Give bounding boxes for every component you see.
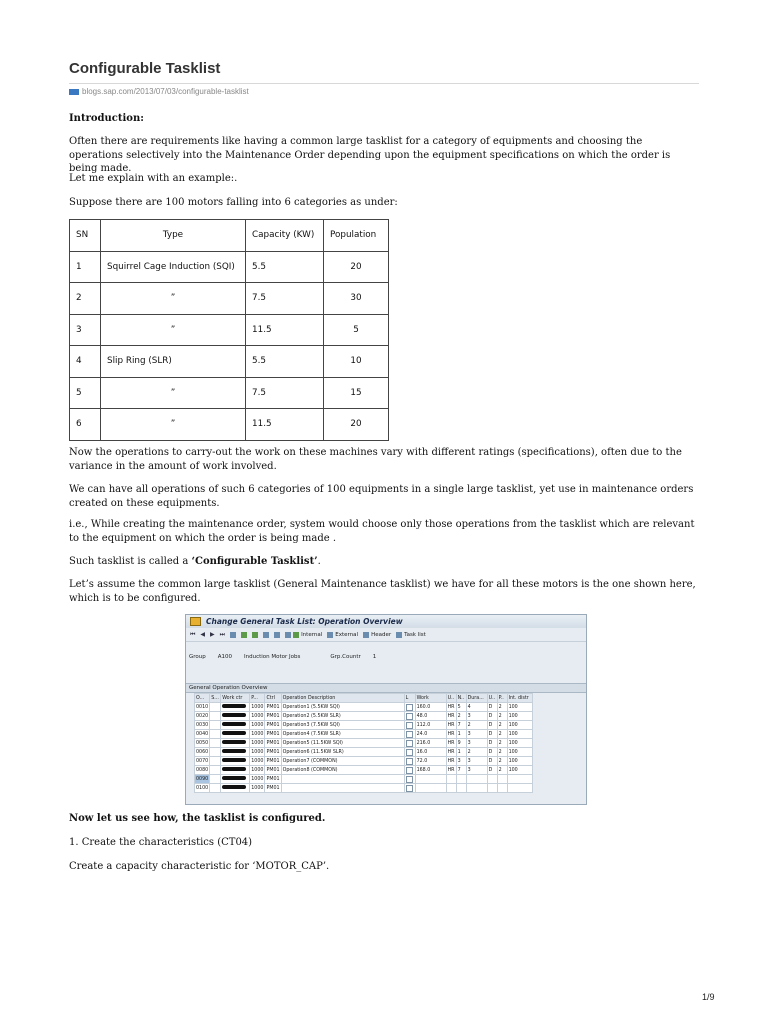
number[interactable]: 7 xyxy=(456,766,466,775)
task-list-label: Task list xyxy=(404,631,426,638)
column-header[interactable]: U.. xyxy=(447,695,455,701)
duration[interactable]: 3 xyxy=(466,712,487,721)
column-header[interactable]: P... xyxy=(250,694,265,703)
section-heading: Now let us see how, the tasklist is configured. xyxy=(69,813,326,824)
duration-unit[interactable]: D xyxy=(487,757,497,766)
work[interactable]: 216.0 xyxy=(415,739,446,748)
duration[interactable]: 3 xyxy=(466,766,487,775)
operation-description[interactable]: Operation8 (COMMON) xyxy=(281,766,404,775)
operation-description[interactable]: Operation7 (COMMON) xyxy=(281,757,404,766)
checkbox-icon xyxy=(406,731,413,738)
p-cell[interactable]: 2 xyxy=(497,757,507,766)
work-unit[interactable]: HR xyxy=(447,713,455,719)
sap-header-fields xyxy=(186,642,586,672)
group-label: Group xyxy=(189,654,206,660)
duration-unit[interactable]: D xyxy=(487,721,497,730)
number[interactable]: 7 xyxy=(456,721,466,730)
duration-unit[interactable]: D xyxy=(487,712,497,721)
long-text-checkbox[interactable] xyxy=(404,712,415,721)
plant[interactable]: 1000 xyxy=(251,767,264,773)
paragraph-6: i.e., While creating the maintenance order, system would choose only those operations from the tasklist which are relevant to the equipment on which the order is being made . xyxy=(69,519,695,544)
redacted-mark xyxy=(222,713,246,717)
operation-description[interactable]: Operation2 (5.5KW SLR) xyxy=(281,712,404,721)
number[interactable] xyxy=(456,784,466,793)
table-cell: 7.5 xyxy=(246,283,324,315)
work[interactable]: 160.0 xyxy=(415,703,446,712)
checkbox-icon xyxy=(406,776,413,783)
table-row xyxy=(70,283,389,315)
operation-description[interactable]: Operation6 (11.5KW SLR) xyxy=(281,748,404,757)
table-cell: 5.5 xyxy=(246,346,324,378)
table-cell: ” xyxy=(101,409,246,441)
long-text-checkbox[interactable] xyxy=(404,721,415,730)
table-cell: 5 xyxy=(324,314,389,346)
redacted-mark xyxy=(222,767,246,771)
plant[interactable]: 1000 xyxy=(251,713,264,719)
long-text-checkbox[interactable] xyxy=(404,775,415,784)
op-number[interactable]: 0010 xyxy=(196,704,209,710)
operation-overview-panel-title: General Operation Overview xyxy=(186,683,586,693)
control-key[interactable]: PM01 xyxy=(266,767,280,773)
redacted-mark xyxy=(222,776,246,780)
column-header[interactable]: Work xyxy=(415,694,446,703)
duration-unit[interactable]: D xyxy=(487,739,497,748)
int-distr[interactable] xyxy=(507,775,532,784)
number[interactable]: 5 xyxy=(456,703,466,712)
page-number: 1/9 xyxy=(702,992,715,1002)
sub-op-cell xyxy=(210,748,221,757)
plant[interactable]: 1000 xyxy=(251,749,264,755)
edit-icon xyxy=(285,632,291,638)
table-cell: 3 xyxy=(70,314,101,346)
checkbox-icon xyxy=(406,740,413,747)
p-cell[interactable]: 2 xyxy=(497,739,507,748)
sap-window-titlebar xyxy=(186,615,586,628)
column-header[interactable]: Ctrl xyxy=(265,694,281,703)
header-label: Header xyxy=(371,631,392,638)
table-cell: 5.5 xyxy=(246,251,324,283)
column-header[interactable]: Dura... xyxy=(466,694,487,703)
table-cell: 6 xyxy=(70,409,101,441)
redacted-mark xyxy=(222,758,246,762)
last-page-icon[interactable]: ⏭ xyxy=(219,630,226,638)
paragraph-5: We can have all operations of such 6 categories of 100 equipments in a single large tasklist, yet use in maintenance orders created on these equipments. xyxy=(69,484,694,509)
internal-icon xyxy=(293,632,299,638)
duration-unit[interactable]: D xyxy=(487,703,497,712)
work[interactable]: 16.0 xyxy=(415,748,446,757)
op-number[interactable]: 0100 xyxy=(196,785,209,791)
duration-unit[interactable] xyxy=(487,775,497,784)
work-unit[interactable]: HR xyxy=(447,704,455,710)
table-row xyxy=(70,409,389,441)
toolbar-icon[interactable] xyxy=(230,632,236,638)
operation-row[interactable] xyxy=(195,739,533,748)
redacted-mark xyxy=(222,785,246,789)
table-row xyxy=(70,377,389,409)
header-cell: Type xyxy=(101,220,246,252)
int-distr[interactable]: 100 xyxy=(507,721,532,730)
external-label: External xyxy=(335,631,359,638)
work-unit[interactable]: HR xyxy=(447,767,455,773)
int-distr[interactable]: 100 xyxy=(507,712,532,721)
header-button[interactable] xyxy=(363,632,391,638)
paragraph-7-suffix: . xyxy=(317,556,321,567)
toolbar-icon[interactable] xyxy=(241,632,247,638)
toolbar-icon[interactable] xyxy=(263,632,269,638)
column-header[interactable]: Work ctr xyxy=(221,694,250,703)
paragraph-7-prefix: Such tasklist is called a xyxy=(69,556,192,567)
step-1-description: Create a capacity characteristic for ‘MOTOR_CAP’. xyxy=(69,861,330,872)
operation-row[interactable] xyxy=(195,748,533,757)
table-cell: Slip Ring (SLR) xyxy=(101,346,246,378)
sub-op-cell xyxy=(210,775,221,784)
table-cell: ” xyxy=(101,314,246,346)
column-header[interactable]: Operation Description xyxy=(281,694,404,703)
operation-row[interactable] xyxy=(195,730,533,739)
sap-screenshot xyxy=(185,614,587,805)
redacted-mark xyxy=(222,731,246,735)
work-center-cell xyxy=(221,775,250,784)
operation-description[interactable]: Operation4 (7.5KW SLR) xyxy=(281,730,404,739)
duration[interactable]: 3 xyxy=(466,730,487,739)
work-center-cell xyxy=(221,739,250,748)
duration[interactable]: 3 xyxy=(466,757,487,766)
p-cell[interactable]: 2 xyxy=(497,730,507,739)
p-cell[interactable]: 2 xyxy=(497,703,507,712)
header-cell: Population xyxy=(324,220,389,252)
table-cell: 11.5 xyxy=(246,314,324,346)
duration-unit[interactable]: D xyxy=(487,766,497,775)
paragraph-4: Now the operations to carry-out the work on these machines vary with different ratings (specifications), often due to the variance in the amount of work involved. xyxy=(69,447,682,472)
operation-description[interactable]: Operation5 (11.5KW SQI) xyxy=(281,739,404,748)
work-unit[interactable]: HR xyxy=(447,758,455,764)
work-unit[interactable]: HR xyxy=(447,749,455,755)
work-center-cell xyxy=(221,784,250,793)
operations-header-row xyxy=(195,694,533,703)
duration-unit[interactable]: D xyxy=(487,730,497,739)
work[interactable]: 24.0 xyxy=(415,730,446,739)
group-counter-value[interactable]: 1 xyxy=(372,654,377,660)
long-text-checkbox[interactable] xyxy=(404,730,415,739)
control-key[interactable]: PM01 xyxy=(266,704,280,710)
op-number[interactable]: 0030 xyxy=(196,722,209,728)
operation-row[interactable] xyxy=(195,703,533,712)
paragraph-1: Often there are requirements like having a common large tasklist for a category of equipments and choosing the operations selectively into the Maintenance Order depending upon the equipment specifications on which the order is being made. xyxy=(69,136,671,174)
p-cell[interactable]: 2 xyxy=(497,712,507,721)
duration[interactable]: 2 xyxy=(466,721,487,730)
work[interactable] xyxy=(415,784,446,793)
plant[interactable]: 1000 xyxy=(251,740,264,746)
int-distr[interactable]: 100 xyxy=(507,730,532,739)
group-description: Induction Motor Jobs xyxy=(244,654,301,660)
op-number[interactable]: 0070 xyxy=(196,758,209,764)
int-distr[interactable]: 100 xyxy=(507,748,532,757)
work-unit[interactable] xyxy=(446,784,456,793)
column-header[interactable]: U.. xyxy=(488,695,496,701)
table-cell: 15 xyxy=(324,377,389,409)
source-url[interactable]: blogs.sap.com/2013/07/03/configurable-tasklist xyxy=(82,87,249,96)
sap-toolbar xyxy=(186,628,586,642)
group-value[interactable]: A100 xyxy=(217,654,233,660)
number[interactable]: 1 xyxy=(456,730,466,739)
table-cell: ” xyxy=(101,377,246,409)
int-distr[interactable]: 100 xyxy=(507,703,532,712)
work-center-cell xyxy=(221,721,250,730)
table-cell: 2 xyxy=(70,283,101,315)
internal-button[interactable] xyxy=(285,632,322,638)
int-distr[interactable] xyxy=(507,784,532,793)
sap-logo-icon xyxy=(69,89,79,95)
control-key[interactable]: PM01 xyxy=(266,713,280,719)
table-cell: 1 xyxy=(70,251,101,283)
group-counter-label: Grp.Countr xyxy=(330,654,361,660)
p-cell[interactable]: 2 xyxy=(497,721,507,730)
column-header[interactable]: O... xyxy=(195,694,210,703)
p-cell[interactable] xyxy=(497,775,507,784)
control-key[interactable]: PM01 xyxy=(266,785,280,791)
operation-row[interactable] xyxy=(195,766,533,775)
number[interactable]: 9 xyxy=(456,739,466,748)
sub-op-cell xyxy=(210,703,221,712)
work-unit[interactable]: HR xyxy=(447,722,455,728)
redacted-mark xyxy=(222,740,246,744)
configurable-tasklist-term: ‘Configurable Tasklist’ xyxy=(191,556,318,567)
plant[interactable]: 1000 xyxy=(251,731,264,737)
work-center-cell xyxy=(221,748,250,757)
checkbox-icon xyxy=(406,767,413,774)
checkbox-icon xyxy=(406,704,413,711)
toolbar-icon[interactable] xyxy=(274,632,280,638)
sub-op-cell xyxy=(210,712,221,721)
work[interactable] xyxy=(415,775,446,784)
work[interactable]: 48.0 xyxy=(415,712,446,721)
number[interactable]: 3 xyxy=(456,757,466,766)
sub-op-cell xyxy=(210,766,221,775)
header-cell: Capacity (KW) xyxy=(246,220,324,252)
checkbox-icon xyxy=(406,722,413,729)
table-cell: Squirrel Cage Induction (SQI) xyxy=(101,251,246,283)
first-page-icon[interactable]: ⏮ xyxy=(190,630,196,638)
work[interactable]: 168.0 xyxy=(415,766,446,775)
duration[interactable] xyxy=(466,784,487,793)
table-cell: 5 xyxy=(70,377,101,409)
duration[interactable] xyxy=(466,775,487,784)
operation-description[interactable]: Operation1 (5.5KW SQI) xyxy=(281,703,404,712)
operation-description[interactable] xyxy=(281,775,404,784)
table-cell: 30 xyxy=(324,283,389,315)
op-number[interactable]: 0060 xyxy=(196,749,209,755)
work[interactable]: 72.0 xyxy=(415,757,446,766)
duration[interactable]: 4 xyxy=(466,703,487,712)
redacted-mark xyxy=(222,722,246,726)
table-cell: 20 xyxy=(324,409,389,441)
checkbox-icon xyxy=(406,758,413,765)
internal-label: Internal xyxy=(301,631,323,638)
duration[interactable]: 3 xyxy=(466,739,487,748)
work[interactable]: 112.0 xyxy=(415,721,446,730)
column-header[interactable]: Int. distr xyxy=(507,694,532,703)
external-button[interactable] xyxy=(327,632,358,638)
number[interactable]: 2 xyxy=(456,712,466,721)
column-header[interactable]: P.. xyxy=(497,694,507,703)
operation-row[interactable] xyxy=(195,757,533,766)
column-header[interactable]: S... xyxy=(211,695,219,701)
checkbox-icon xyxy=(406,749,413,756)
external-icon xyxy=(327,632,333,638)
op-number[interactable]: 0050 xyxy=(196,740,209,746)
source-link[interactable] xyxy=(69,87,249,96)
work-center-cell xyxy=(221,703,250,712)
redacted-mark xyxy=(222,749,246,753)
int-distr[interactable]: 100 xyxy=(507,757,532,766)
operation-row[interactable] xyxy=(195,784,533,793)
work-unit[interactable] xyxy=(446,775,456,784)
table-row xyxy=(70,251,389,283)
long-text-checkbox[interactable] xyxy=(404,748,415,757)
task-list-button[interactable] xyxy=(396,632,426,638)
table-cell: 11.5 xyxy=(246,409,324,441)
p-cell[interactable]: 2 xyxy=(497,766,507,775)
sub-op-cell xyxy=(210,757,221,766)
sap-menu-icon[interactable] xyxy=(190,617,201,626)
table-cell: ” xyxy=(101,283,246,315)
work-unit[interactable]: HR xyxy=(447,740,455,746)
column-header[interactable]: L xyxy=(404,694,415,703)
previous-page-icon[interactable]: ◀ xyxy=(200,631,206,638)
table-cell: 4 xyxy=(70,346,101,378)
long-text-checkbox[interactable] xyxy=(404,739,415,748)
sub-op-cell xyxy=(210,721,221,730)
operation-description[interactable]: Operation3 (7.5KW SQI) xyxy=(281,721,404,730)
work-unit[interactable]: HR xyxy=(447,731,455,737)
op-number[interactable]: 0090 xyxy=(196,776,209,782)
work-center-cell xyxy=(221,730,250,739)
operation-row[interactable] xyxy=(195,775,533,784)
int-distr[interactable]: 100 xyxy=(507,739,532,748)
plant[interactable]: 1000 xyxy=(251,785,264,791)
number[interactable]: 1 xyxy=(456,748,466,757)
long-text-checkbox[interactable] xyxy=(404,784,415,793)
control-key[interactable]: PM01 xyxy=(266,740,280,746)
long-text-checkbox[interactable] xyxy=(404,757,415,766)
duration-unit[interactable] xyxy=(487,784,497,793)
number[interactable] xyxy=(456,775,466,784)
duration-unit[interactable]: D xyxy=(487,748,497,757)
paragraph-7 xyxy=(69,555,699,569)
long-text-checkbox[interactable] xyxy=(404,766,415,775)
table-cell: 7.5 xyxy=(246,377,324,409)
operation-row[interactable] xyxy=(195,721,533,730)
operation-row[interactable] xyxy=(195,712,533,721)
title-divider xyxy=(69,83,699,84)
paragraph-2: Let me explain with an example:. xyxy=(69,173,238,184)
table-row xyxy=(70,346,389,378)
duration[interactable]: 2 xyxy=(466,748,487,757)
sap-window-title: Change General Task List: Operation Overview xyxy=(206,617,403,626)
step-1: 1. Create the characteristics (CT04) xyxy=(69,837,253,848)
paragraph-3: Suppose there are 100 motors falling into 6 categories as under: xyxy=(69,197,398,208)
plant[interactable]: 1000 xyxy=(251,722,264,728)
sub-op-cell xyxy=(210,730,221,739)
sub-op-cell xyxy=(210,739,221,748)
operations-table xyxy=(194,693,533,793)
table-header-row xyxy=(70,220,389,252)
checkbox-icon xyxy=(406,713,413,720)
checkbox-icon xyxy=(406,785,413,792)
plant[interactable]: 1000 xyxy=(251,776,264,782)
p-cell[interactable]: 2 xyxy=(497,748,507,757)
redacted-mark xyxy=(222,704,246,708)
next-page-icon[interactable]: ▶ xyxy=(210,631,215,638)
op-number[interactable]: 0080 xyxy=(196,767,209,773)
op-number[interactable]: 0040 xyxy=(196,731,209,737)
int-distr[interactable]: 100 xyxy=(507,766,532,775)
work-center-cell xyxy=(221,766,250,775)
page-title: Configurable Tasklist xyxy=(69,60,221,77)
plant[interactable]: 1000 xyxy=(251,704,264,710)
long-text-checkbox[interactable] xyxy=(404,703,415,712)
plant[interactable]: 1000 xyxy=(251,758,264,764)
sub-op-cell xyxy=(210,784,221,793)
motor-categories-table xyxy=(69,219,389,441)
control-key[interactable]: PM01 xyxy=(266,731,280,737)
task-list-icon xyxy=(396,632,402,638)
control-key[interactable]: PM01 xyxy=(266,749,280,755)
op-number[interactable]: 0020 xyxy=(196,713,209,719)
operation-description[interactable] xyxy=(281,784,404,793)
paragraph-8: Let’s assume the common large tasklist (General Maintenance tasklist) we have for all these motors is the one shown here, which is to be configured. xyxy=(69,579,696,604)
work-center-cell xyxy=(221,712,250,721)
p-cell[interactable] xyxy=(497,784,507,793)
intro-heading: Introduction: xyxy=(69,113,144,124)
column-header[interactable]: N.. xyxy=(457,695,465,701)
table-row xyxy=(70,314,389,346)
control-key[interactable]: PM01 xyxy=(266,758,280,764)
table-cell: 10 xyxy=(324,346,389,378)
control-key[interactable]: PM01 xyxy=(266,722,280,728)
control-key[interactable]: PM01 xyxy=(266,776,280,782)
toolbar-icon[interactable] xyxy=(252,632,258,638)
header-icon xyxy=(363,632,369,638)
table-cell: 20 xyxy=(324,251,389,283)
work-center-cell xyxy=(221,757,250,766)
header-cell: SN xyxy=(70,220,101,252)
